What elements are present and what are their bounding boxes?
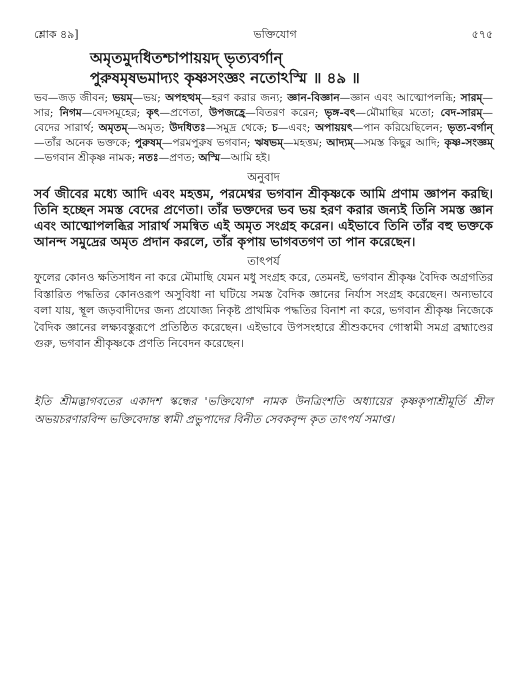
chapter-closing-note: ইতি শ্রীমদ্ভাগবতের একাদশ স্কন্ধের 'ভক্তিযোগ' নামক উনত্রিংশতি অধ্যায়ের কৃষ্ণকৃপাশ্রীমূর্তি শ্রীল অভয়চরণারবিন্দ ভক্তিবেদান্ত স্বামী প্রভুপাদের বিনীত সেবকবৃন্দ কৃত তাৎপর্য সমাপ্ত। xyxy=(34,394,493,426)
translation-heading: অনুবাদ xyxy=(247,170,280,184)
wbw-term: চ xyxy=(271,122,278,134)
wbw-meaning: —তাঁর অনেক ভক্তকে; xyxy=(34,137,135,149)
wbw-meaning: —বিতরণ করেন; xyxy=(245,107,325,119)
verse-line-2 xyxy=(90,68,493,88)
wbw-term: ভৃঙ্গ-বৎ xyxy=(324,107,356,119)
wbw-meaning: —হরণ করার জন্য; xyxy=(201,92,288,104)
wbw-meaning: —পরমপুরুষ ভগবান; xyxy=(161,137,255,149)
wbw-meaning: —পান করিয়েছিলেন; xyxy=(352,122,448,134)
wbw-meaning: —মৌমাছির মতো; xyxy=(355,107,441,119)
wbw-term: কৃষ্ণ-সংজ্ঞম্ xyxy=(444,137,493,149)
wbw-meaning: —বেদসমূহের; xyxy=(81,107,147,119)
verse-line-1: অমৃতমুদধিতশ্চাপায়য়দ্ ভৃত্যবর্গান্ xyxy=(90,49,283,67)
wbw-meaning: ভব—জড় জীবন; xyxy=(34,92,113,104)
wbw-term: অস্মি xyxy=(198,152,221,164)
verse-reference: শ্লোক ৪৯] xyxy=(34,28,79,41)
wbw-term: বেদ-সারম্ xyxy=(440,107,483,119)
wbw-term: উপজহ্রে xyxy=(209,107,246,119)
translation-text: সর্ব জীবের মধ্যে আদি এবং মহত্তম, পরমেশ্বর ভগবান শ্রীকৃষ্ণকে আমি প্রণাম জ্ঞাপন করছি। তিনি হচ্ছেন সমস্ত বেদের প্রণেতা। তাঁর ভক্তদের ভব ভয় হরণ করার জন্যই তিনি সমস্ত জ্ঞান এবং আত্মোপলব্ধির সারার্থ সমন্বিত এই অমৃত সংগ্রহ করেন। এইভাবে তিনি তাঁর বহু ভক্তকে আনন্দ সমুদ্রের অমৃত প্রদান করলে, তাঁর কৃপায় ভাগবতগণ তা পান করেছেন। xyxy=(34,186,493,249)
wbw-term: ভয়ম্ xyxy=(112,92,133,104)
wbw-term: ঋষভম্ xyxy=(254,137,284,149)
wbw-meaning: —আমি হই। xyxy=(220,152,271,164)
wbw-term: নতঃ xyxy=(138,152,159,164)
wbw-term: কৃৎ xyxy=(146,107,160,119)
wbw-term: অপায়য়ৎ xyxy=(315,122,353,134)
wbw-term: অপহত্থম্ xyxy=(165,92,202,104)
word-for-word-meanings xyxy=(34,91,493,166)
wbw-term: সারম্ xyxy=(460,92,483,104)
wbw-meaning: —এবং; xyxy=(277,122,316,134)
wbw-term: জ্ঞান-বিজ্ঞান xyxy=(287,92,340,104)
wbw-meaning: —সমুদ্র থেকে; xyxy=(205,122,272,134)
wbw-meaning: —বেদের সারার্থ; xyxy=(34,107,493,134)
verse-line-2-text: পুরুষমৃষভমাদ্যং কৃষ্ণসংজ্ঞং নতোঽস্মি xyxy=(90,69,307,87)
wbw-term: উদধিতঃ xyxy=(169,122,206,134)
wbw-meaning: —ভগবান শ্রীকৃষ্ণ নামক; xyxy=(34,152,139,164)
wbw-meaning: —প্রণেতা, xyxy=(159,107,210,119)
wbw-meaning: —সমস্ত কিছুর আদি; xyxy=(353,137,445,149)
wbw-term: পুরুষম্ xyxy=(134,137,162,149)
chapter-title: ভক্তিযোগ xyxy=(253,28,297,41)
page-number: ৫৭৫ xyxy=(471,28,493,41)
wbw-term: নিগম xyxy=(59,107,82,119)
verse-number: ॥ ৪৯ ॥ xyxy=(312,69,360,87)
sanskrit-verse xyxy=(34,48,493,88)
wbw-term: আদ্যম্ xyxy=(326,137,354,149)
wbw-meaning: —সার; xyxy=(34,92,493,119)
purport-heading: তাৎপর্য xyxy=(247,254,280,268)
wbw-term: ভৃত্য-বর্গান্ xyxy=(447,122,493,134)
wbw-term: অমৃতম্ xyxy=(98,122,128,134)
wbw-meaning: —জ্ঞান এবং আত্মোপলব্ধি; xyxy=(339,92,461,104)
wbw-meaning: —ভয়; xyxy=(132,92,166,104)
wbw-meaning: —প্রণত; xyxy=(158,152,199,164)
running-head xyxy=(34,28,493,42)
wbw-meaning: —মহত্তম; xyxy=(283,137,327,149)
wbw-meaning: —অমৃত; xyxy=(127,122,170,134)
purport-text: ফুলের কোনও ক্ষতিসাধন না করে মৌমাছি যেমন মধু সংগ্রহ করে, তেমনই, ভগবান শ্রীকৃষ্ণ বৈদিক অগ্রগতির বিস্তারিত পদ্ধতির কোনওরূপ অসুবিধা না ঘটিয়ে সমস্ত বৈদিক জ্ঞানের নির্যাস সংগ্রহ করেছেন। অন্যভাবে বলা যায়, স্থূল জড়বাদীদের জন্য প্রযোজ্য নিকৃষ্ট প্রাথমিক পদ্ধতির বিনাশ না করে, ভগবান শ্রীকৃষ্ণ নিজেকে বৈদিক জ্ঞানের লক্ষ্যবস্তুরূপে প্রতিষ্ঠিত করেছেন। এইভাবে উপসংহারে শ্রীশুকদেব গোস্বামী সমগ্র ব্রহ্মাণ্ডের গুরু, ভগবান শ্রীকৃষ্ণকে প্রণতি নিবেদন করেছেন। xyxy=(34,271,493,351)
